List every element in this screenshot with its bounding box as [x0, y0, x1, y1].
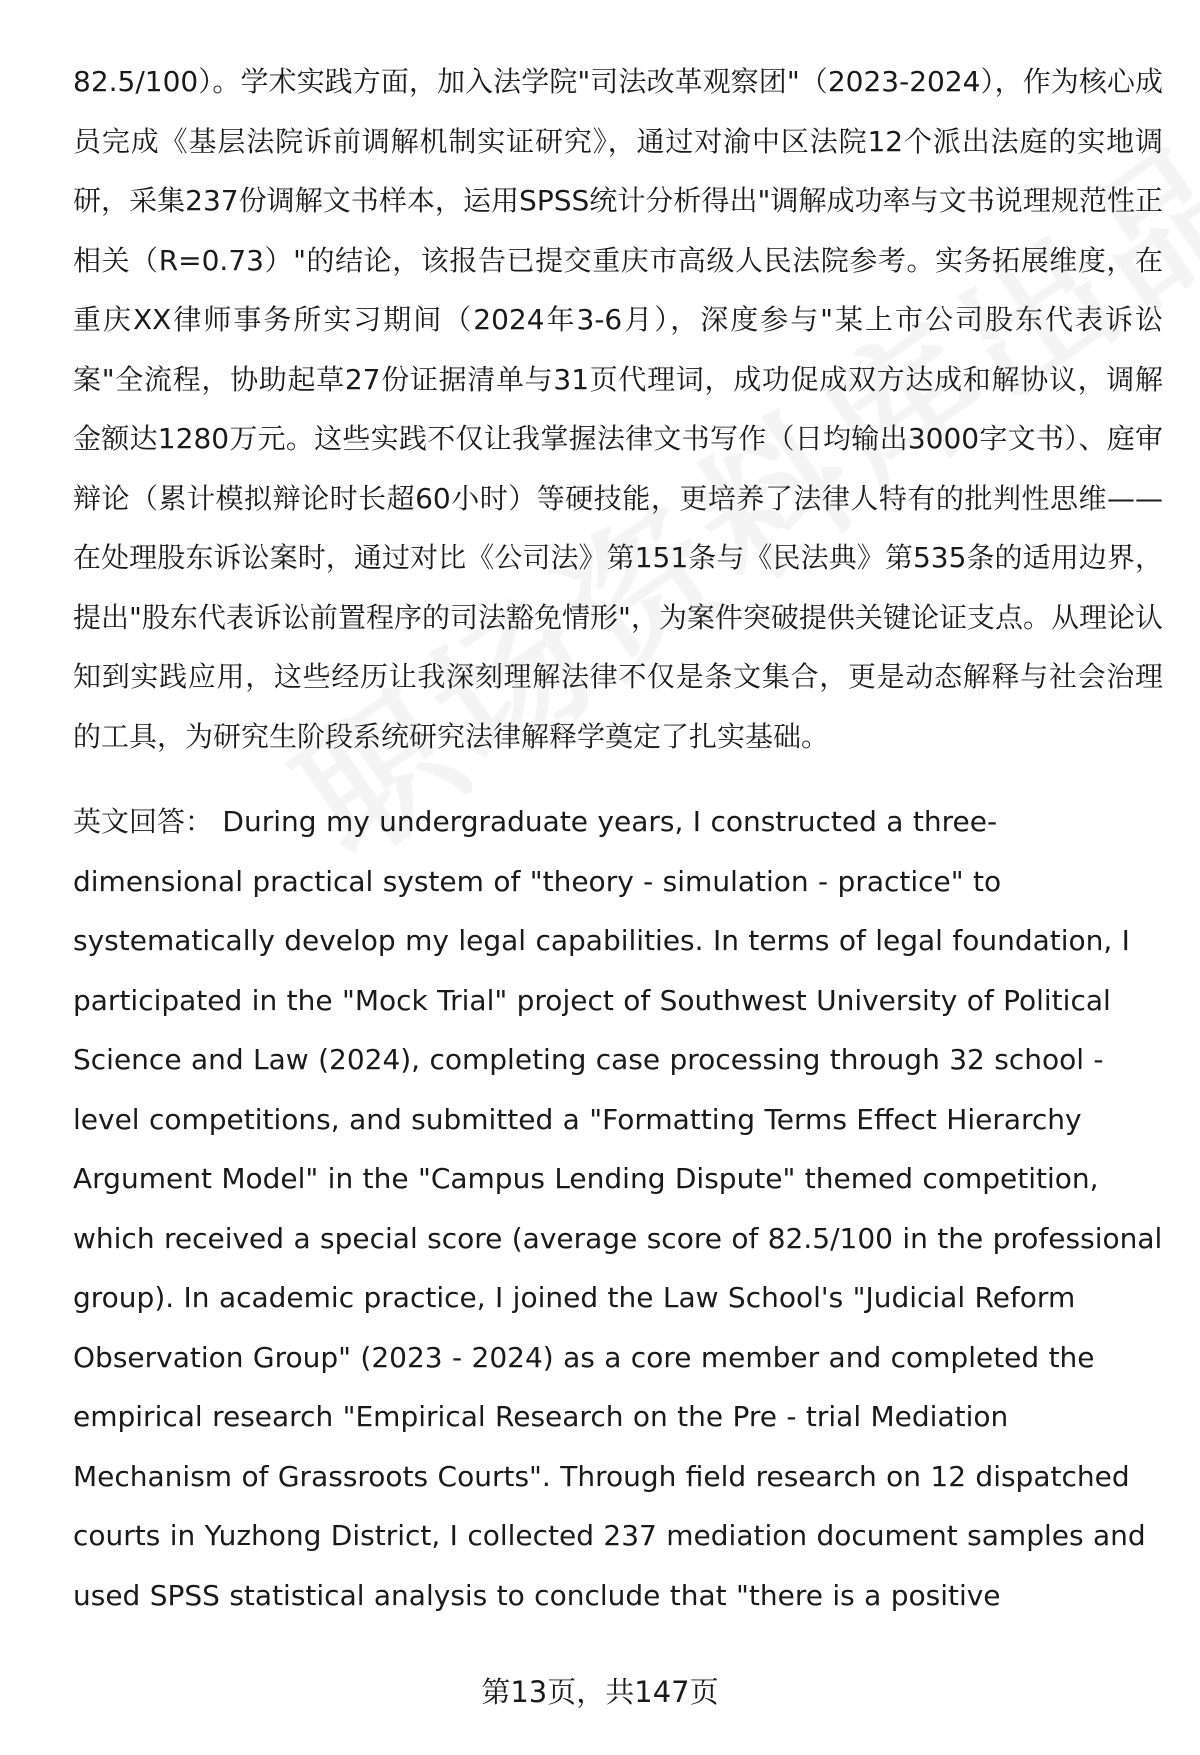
document-body — [73, 52, 1163, 1625]
chinese-answer-paragraph: 82.5/100）。学术实践方面，加入法学院"司法改革观察团"（2023-2024），作为核心成员完成《基层法院诉前调解机制实证研究》，通过对渝中区法院12个派出法庭的实地调研，采集237份调解文书样本，运用SPSS统计分析得出"调解成功率与文书说理规范性正相关（R=0.73）"的结论，该报告已提交重庆市高级人民法院参考。实务拓展维度，在重庆XX律师事务所实习期间（2024年3-6月），深度参与"某上市公司股东代表诉讼案"全流程，协助起草27份证据清单与31页代理词，成功促成双方达成和解协议，调解金额达1280万元。这些实践不仅让我掌握法律文书写作（日均输出3000字文书）、庭审辩论（累计模拟辩论时长超60小时）等硬技能，更培养了法律人特有的批判性思维——在处理股东诉讼案时，通过对比《公司法》第151条与《民法典》第535条的适用边界，提出"股东代表诉讼前置程序的司法豁免情形"，为案件突破提供关键论证支点。从理论认知到实践应用，这些经历让我深刻理解法律不仅是条文集合，更是动态解释与社会治理的工具，为研究生阶段系统研究法律解释学奠定了扎实基础。 — [73, 65, 1163, 753]
page-number-footer: 第13页，共147页 — [481, 1675, 719, 1709]
english-answer-paragraph — [73, 792, 1163, 1625]
english-answer-text: During my undergraduate years, I constructed a three-dimensional practical system of "theory - simulation - practice" to systematically develop my legal capabilities. In terms of legal foundation, I participated in the "Mock Trial" project of Southwest University of Political Science and Law (2024), completing case processing through 32 school - level competitions, and submitted a "Formatting Terms Effect Hierarchy Argument Model" in the "Campus Lending Dispute" themed competition, which received a special score (average score of 82.5/100 in the professional group). In academic practice, I joined the Law School's "Judicial Reform Observation Group" (2023 - 2024) as a core member and completed the empirical research "Empirical Research on the Pre - trial Mediation Mechanism of Grassroots Courts". Through field research on 12 dispatched courts in Yuzhong District, I collected 237 mediation document samples and used SPSS statistical analysis to conclude that "there is a positive — [73, 805, 1163, 1612]
english-answer-label: 英文回答： — [73, 805, 214, 838]
